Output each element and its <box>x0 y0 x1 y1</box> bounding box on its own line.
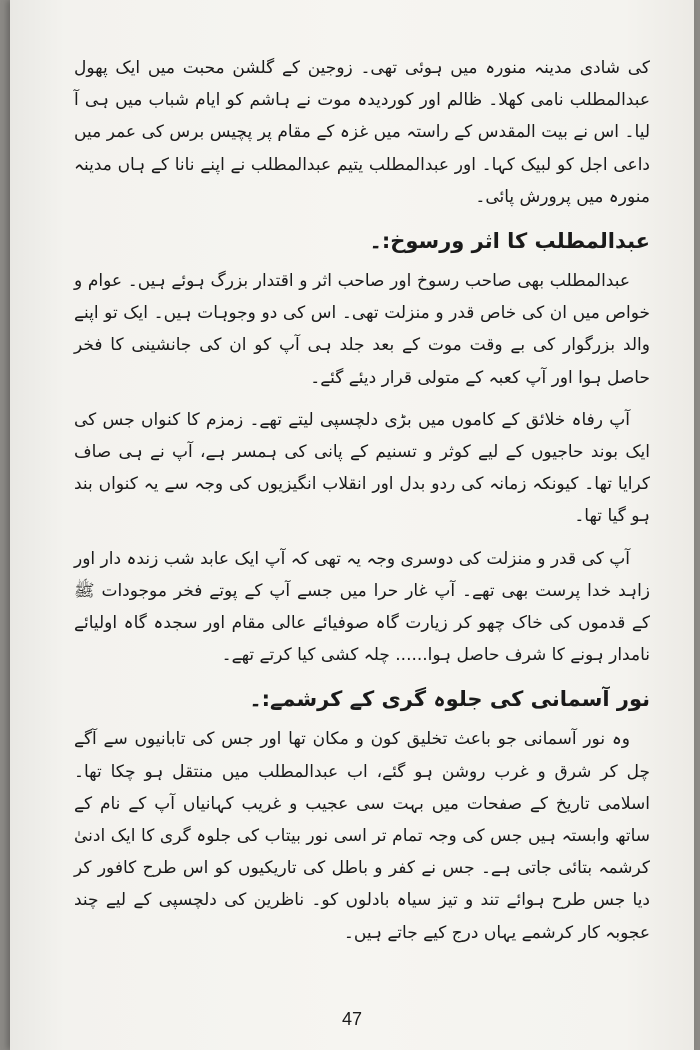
paragraph-2: عبدالمطلب بھی صاحب رسوخ اور صاحب اثر و اقتدار بزرگ ہوئے ہیں۔ عوام و خواص میں ان کی خاص قدر و منزلت تھی۔ اس کی دو وجوہات ہیں۔ ایک تو اپنے والد بزرگوار کی بے وقت موت کے بعد جلد ہی آپ کو ان کی جانشینی کا فخر حاصل ہوا اور آپ کعبہ کے متولی قرار دیئے گئے۔ <box>74 271 650 388</box>
heading-abdul-muttalib-influence: عبدالمطلب کا اثر ورسوخ:۔ <box>369 229 650 254</box>
paragraph-1: کی شادی مدینہ منورہ میں ہوئی تھی۔ زوجین کے گلشن محبت میں ایک پھول عبدالمطلب نامی کھلا۔ ظالم اور کوردیدہ موت نے ہاشم کو ایام شباب میں ہی آ لیا۔ اس نے بیت المقدس کے راستہ میں غزہ کے مقام پر پچیس برس کی عمر میں داعی اجل کو لبیک کہا۔ اور عبدالمطلب یتیم عبدالمطلب نے اپنے نانا کے ہاں مدینہ منورہ میں پرورش پائی۔ <box>74 58 650 207</box>
page-text <box>74 52 650 959</box>
paragraph-5: وہ نور آسمانی جو باعث تخلیق کون و مکان تھا اور جس کی تابانیوں سے آگے چل کر شرق و غرب روشن ہو گئے، اب عبدالمطلب میں منتقل ہو چکا تھا۔ اسلامی تاریخ کے صفحات میں بہت سی عجیب و غریب کہانیاں آپ کے نام کے ساتھ وابستہ ہیں جس کی وجہ تمام تر اسی نور بیتاب کی جلوہ گری کا ایک ادنیٰ کرشمہ بتائی جاتی ہے۔ جس نے کفر و باطل کی تاریکیوں کو اس طرح کافور کر دیا جس طرح ہوائے تند و تیز سیاہ بادلوں کو۔ ناظرین کی دلچسپی کے لیے چند عجوبہ کار کرشمے یہاں درج کیے جاتے ہیں۔ <box>74 729 650 943</box>
paragraph-3: آپ رفاہ خلائق کے کاموں میں بڑی دلچسپی لیتے تھے۔ زمزم کا کنواں جس کی ایک بوند حاجیوں کے لیے کوثر و تسنیم کے پانی کی ہمسر ہے، آپ نے ہی صاف کرایا تھا۔ کیونکہ زمانہ کی ردو بدل اور انقلاب انگیزیوں کی وجہ سے یہ کنواں بند ہو گیا تھا۔ <box>74 409 650 527</box>
paragraph-4: آپ کی قدر و منزلت کی دوسری وجہ یہ تھی کہ آپ ایک عابد شب زندہ دار اور زاہد خدا پرست بھی تھے۔ آپ غار حرا میں جسے آپ کے پوتے فخر موجودات ﷺ کے قدموں کی خاک چھو کر زیارت گاہ صوفیائے عالی مقام اور سجدہ گاہ اولیائے نامدار ہونے کا شرف حاصل ہوا...... چلہ کشی کیا کرتے تھے۔ <box>74 548 650 666</box>
heading-heavenly-light-miracles: نور آسمانی کی جلوہ گری کے کرشمے:۔ <box>249 687 650 712</box>
book-page <box>10 0 694 1050</box>
page-number: 47 <box>341 1009 363 1029</box>
